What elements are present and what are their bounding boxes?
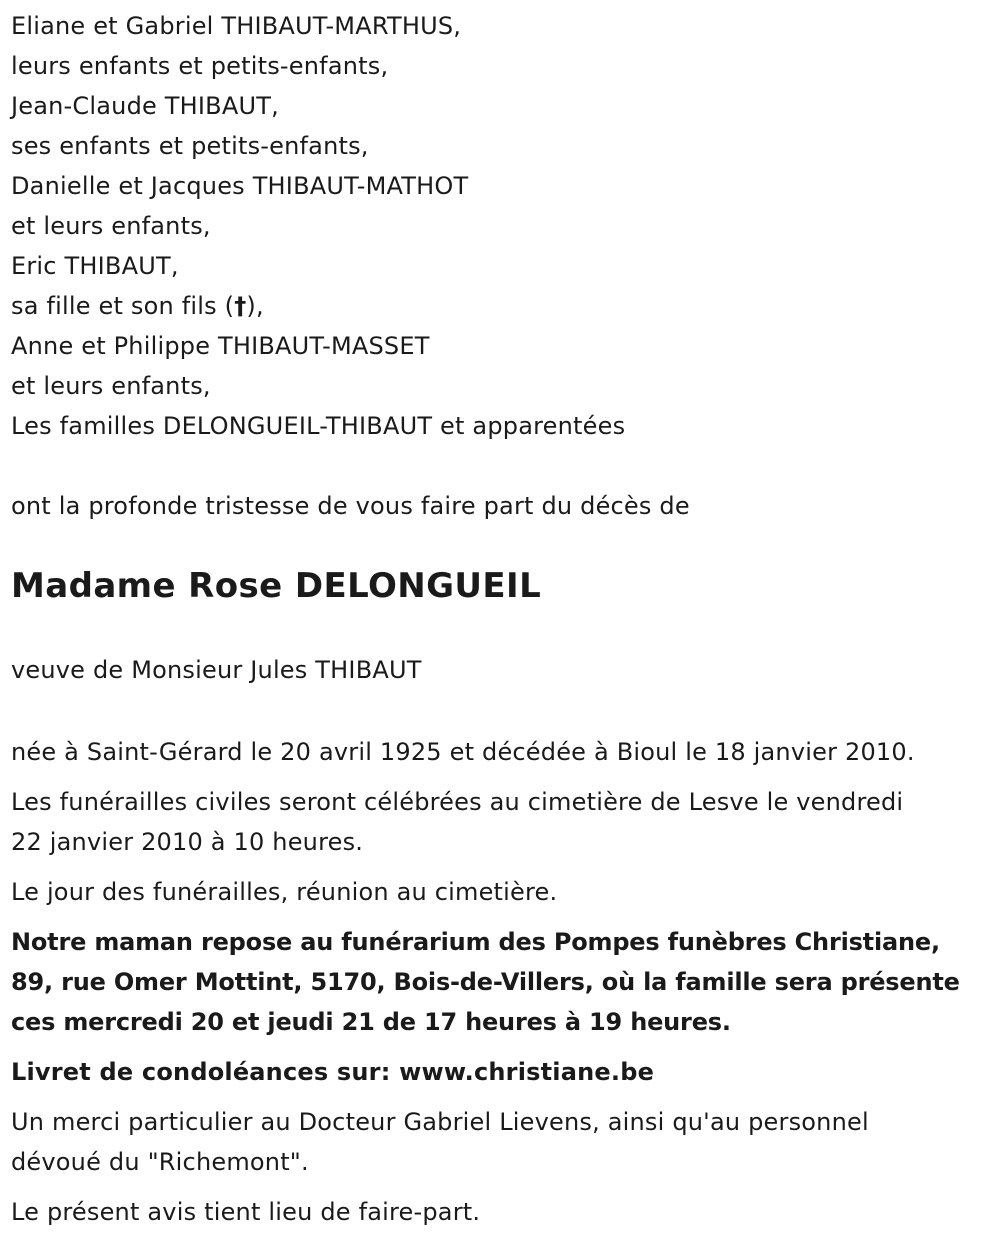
family-line: Eric THIBAUT, [11,252,179,280]
rest-line: ces mercredi 20 et jeudi 21 de 17 heures à 19 heures. [11,1008,731,1036]
funeral-details [11,782,988,862]
meeting-info: Le jour des funérailles, réunion au cimetière. [11,878,558,906]
family-line: Eliane et Gabriel THIBAUT-MARTHUS, [11,12,462,40]
spacer [11,446,988,486]
family-line: ses enfants et petits-enfants, [11,132,369,160]
notice: Le présent avis tient lieu de faire-part. [11,1198,481,1226]
family-line-with-cross [11,286,988,326]
family-line: Les familles DELONGUEIL-THIBAUT et apparentées [11,412,626,440]
family-line: leurs enfants et petits-enfants, [11,52,389,80]
condolences-link: Livret de condoléances sur: www.christiane.be [11,1058,655,1086]
thanks [11,1102,988,1182]
family-line: et leurs enfants, [11,212,211,240]
family-line-text: sa fille et son fils ( [11,292,235,320]
widow-of: veuve de Monsieur Jules THIBAUT [11,656,422,684]
family-line: et leurs enfants, [11,372,211,400]
announcement: ont la profonde tristesse de vous faire part du décès de [11,492,690,520]
rest-line: 89, rue Omer Mottint, 5170, Bois-de-Villers, où la famille sera présente [11,968,960,996]
funeral-line: Les funérailles civiles seront célébrées au cimetière de Lesve le vendredi [11,788,904,816]
deceased-name: Madame Rose DELONGUEIL [11,566,542,606]
rest-line: Notre maman repose au funérarium des Pompes funèbres Christiane, [11,928,940,956]
family-line: Anne et Philippe THIBAUT-MASSET [11,332,430,360]
thanks-line: Un merci particulier au Docteur Gabriel Lievens, ainsi qu'au personnel [11,1108,869,1136]
thanks-line: dévoué du "Richemont". [11,1148,309,1176]
family-line: Danielle et Jacques THIBAUT-MATHOT [11,172,469,200]
family-list [11,6,988,446]
cross-icon: † [234,292,247,320]
funeral-line: 22 janvier 2010 à 10 heures. [11,828,364,856]
rest-info [11,922,988,1042]
family-line: Jean-Claude THIBAUT, [11,92,279,120]
family-line-suffix: ), [246,292,264,320]
birth-death-dates: née à Saint-Gérard le 20 avril 1925 et décédée à Bioul le 18 janvier 2010. [11,738,915,766]
